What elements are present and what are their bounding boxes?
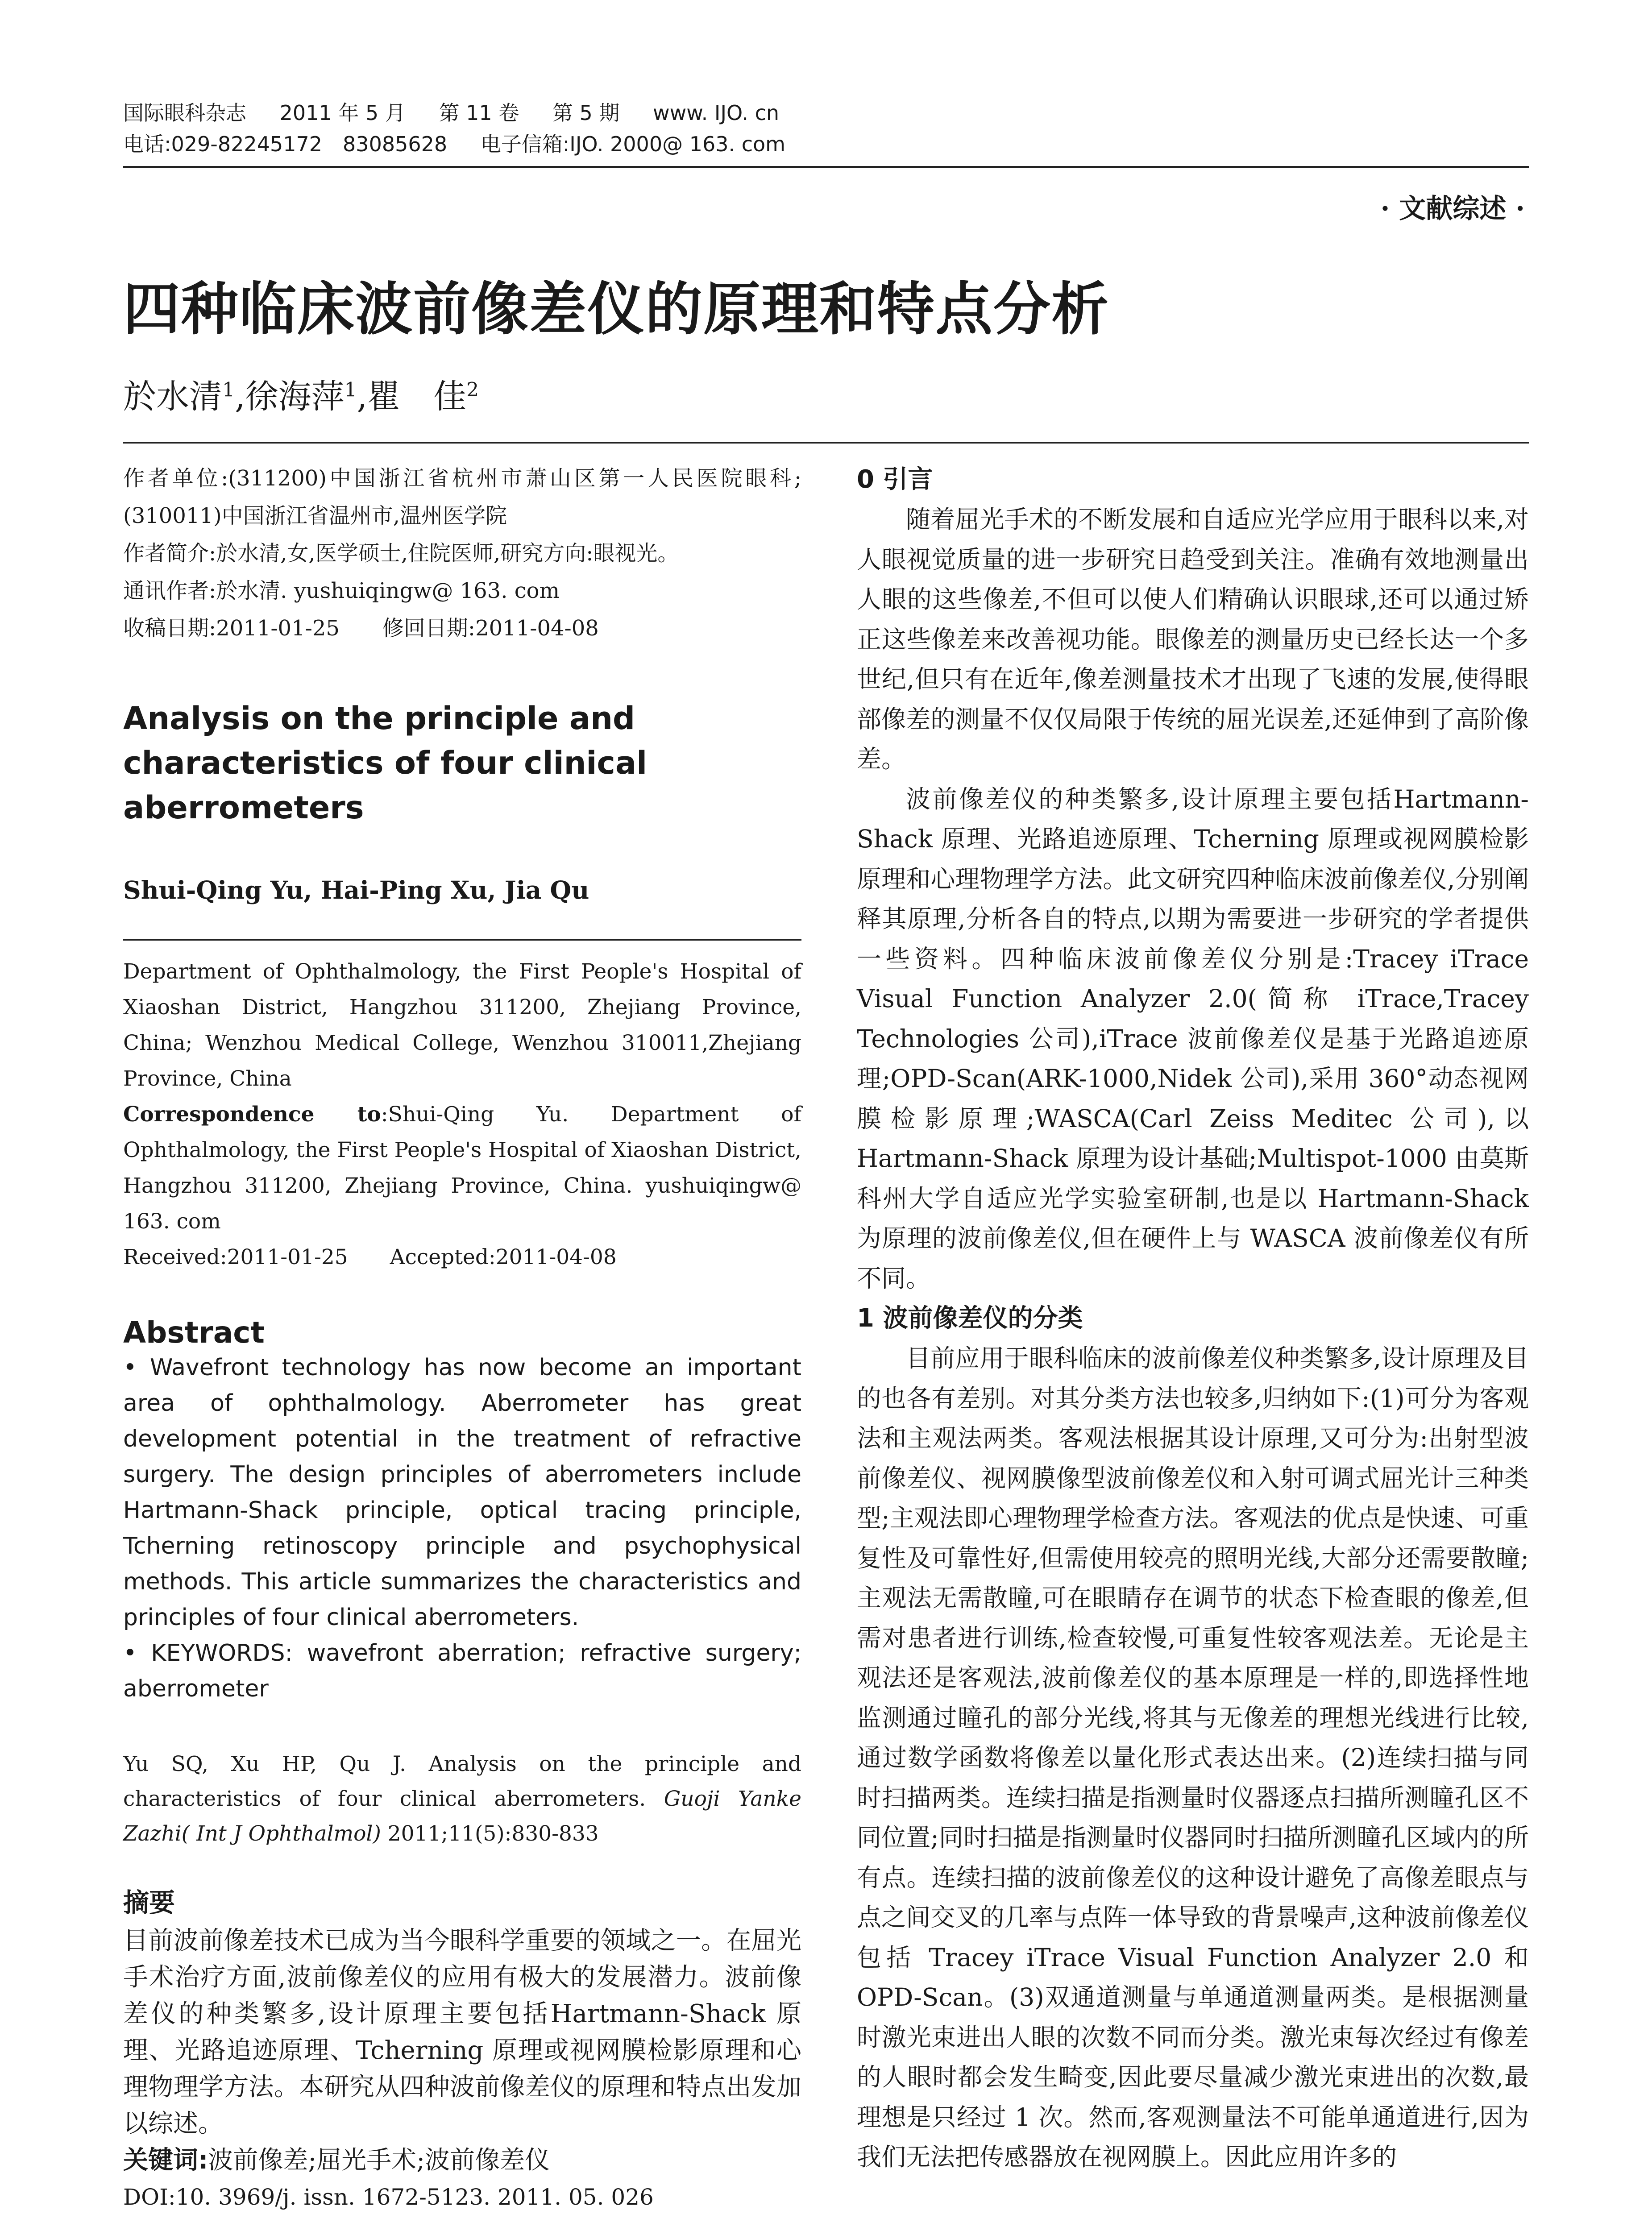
citation-text: Yu SQ, Xu HP, Qu J. Analysis on the principle and characteristics of four clinical aberrometers. [123,1752,801,1811]
correspondence-text: :Shui-Qing Yu. Department of Ophthalmology, the First People's Hospital of Xiaoshan District, Hangzhou 311200, Zhejiang Province, China. yushuiqingw@ 163. com [123,1102,802,1234]
section-1-paragraph-1: 目前应用于眼科临床的波前像差仪种类繁多,设计原理及目的也各有差别。对其分类方法也较多,归纳如下:(1)可分为客观法和主观法两类。客观法根据其设计原理,又可分为:出射型波前像差仪、视网膜像型波前像差仪和入射可调式屈光计三种类型;主观法即心理物理学检查方法。客观法的优点是快速、可重复性及可靠性好,但需使用较亮的照明光线,大部分还需要散瞳;主观法无需散瞳,可在眼睛存在调节的状态下检查眼的像差,但需对患者进行训练,检查较慢,可重复性较客观法差。无论是主观法还是客观法,波前像差仪的基本原理是一样的,即选择性地监测通过瞳孔的部分光线,将其与无像差的理想光线进行比较,通过数学函数将像差以量化形式表达出来。(2)连续扫描与同时扫描两类。连续扫描是指测量时仪器逐点扫描所测瞳孔区不同位置;同时扫描是指测量时仪器同时扫描所测瞳孔区域内的所有点。连续扫描的波前像差仪的这种设计避免了高像差眼点与点之间交叉的几率与点阵一体导致的背景噪声,这种波前像差仪包括 Tracey iTrace Visual Function Analyzer 2.0 和 OPD-Scan。(3)双通道测量与单通道测量两类。是根据测量时激光束进出人眼的次数不同而分类。激光束每次经过有像差的人眼时都会发生畸变,因此要尽量减少激光束进出的次数,最理想是只经过 1 次。然而,客观测量法不可能单通道进行,因为我们无法把传感器放在视网膜上。因此应用许多的 [857,1344,1529,2171]
abstract-keywords: • KEYWORDS: wavefront aberration; refractive surgery; aberrometer [123,1640,801,1702]
correspondence-label: Correspondence to [123,1102,381,1127]
section-0-paragraph-2: 波前像差仪的种类繁多,设计原理主要包括Hartmann-Shack 原理、光路追迹原理、Tcherning 原理或视网膜检影原理和心理物理学方法。此文研究四种临床波前像差仪,分别阐释其原理,分析各自的特点,以期为需要进一步研究的学者提供一些资料。四种临床波前像差仪分别是:Tracey iTrace Visual Function Analyzer 2.0(简称 iTrace,Tracey Technologies 公司),iTrace 波前像差仪是基于光路追迹原理;OPD-Scan(ARK-1000,Nidek 公司),采用 360°动态视网膜检影原理;WASCA(Carl Zeiss Meditec 公司),以 Hartmann-Shack 原理为设计基础;Multispot-1000 由莫斯科州大学自适应光学实验室研制,也是以 Hartmann-Shack 为原理的波前像差仪,但在硬件上与 WASCA 波前像差仪有所不同。 [857,784,1529,1293]
citation-journal: Guoji Yanke Zazhi( Int J Ophthalmol) [123,1787,801,1846]
email: 电子信箱:IJO. 2000@ 163. com [480,132,785,156]
issue: 第 5 期 [552,101,620,125]
header-divider [123,166,1529,168]
website-link[interactable]: www. IJO. cn [653,101,780,125]
volume: 第 11 卷 [439,101,519,125]
author-list [123,370,479,418]
chinese-abstract-heading: 摘要 [123,1887,175,1918]
citation-end: 2011;11(5):830-833 [387,1821,599,1846]
english-correspondence [123,1097,801,1240]
right-column [857,460,1529,2177]
left-column [123,460,801,2231]
english-dates: Received:2011-01-25 Accepted:2011-04-08 [123,1245,617,1269]
english-affiliation: Department of Ophthalmology, the First People's Hospital of Xiaoshan District, Hangzhou 311200, Zhejiang Province, China; Wenzhou Medical College, Wenzhou 310011,Zhejiang Province, China [123,959,801,1091]
english-citation [123,1747,801,1851]
section-0-heading: 0 引言 [857,465,933,494]
author-affiliation-mark: 1 [344,378,357,402]
author-name: 徐海萍 [245,377,345,416]
title-divider [123,442,1529,444]
english-authors: Shui-Qing Yu, Hai-Ping Xu, Jia Qu [123,875,589,904]
corresponding-author: 通讯作者:於水清. yushuiqingw@ 163. com [123,578,560,603]
issue-date: 2011 年 5 月 [279,101,406,125]
author-name: 瞿 佳 [367,377,467,416]
author-name: 於水清 [123,377,222,416]
author-separator: , [235,377,245,416]
section-0-paragraph-1: 随着屈光手术的不断发展和自适应光学应用于眼科以来,对人眼视觉质量的进一步研究日趋受到关注。准确有效地测量出人眼的这些像差,不但可以使人们精确认识眼球,还可以通过矫正这些像差来改善视功能。眼像差的测量历史已经长达一个多世纪,但只有在近年,像差测量技术才出现了飞速的发展,使得眼部像差的测量不仅仅局限于传统的屈光误差,还延伸到了高阶像差。 [857,505,1529,773]
keywords-label: 关键词: [123,2146,208,2175]
received-dates: 收稿日期:2011-01-25 修回日期:2011-04-08 [123,616,599,641]
abstract-heading: Abstract [123,1315,265,1350]
journal-name: 国际眼科杂志 [123,101,246,125]
article-title: 四种临床波前像差仪的原理和特点分析 [123,276,1110,343]
author-unit: 作者单位:(311200)中国浙江省杭州市萧山区第一人民医院眼科;(310011)中国浙江省温州市,温州医学院 [123,466,801,528]
author-separator: , [357,377,368,416]
chinese-abstract-text: 目前波前像差技术已成为当今眼科学重要的领域之一。在屈光手术治疗方面,波前像差仪的应用有极大的发展潜力。波前像差仪的种类繁多,设计原理主要包括Hartmann-Shack 原理、光路追迹原理、Tcherning 原理或视网膜检影原理和心理物理学方法。本研究从四种波前像差仪的原理和特点出发加以综述。 [123,1926,801,2138]
chinese-keywords [123,2142,801,2179]
author-affiliation-mark: 1 [222,378,235,402]
author-affiliation-mark: 2 [466,378,479,402]
abstract-text: • Wavefront technology has now become an important area of ophthalmology. Aberrometer has great development potential in the treatment of refractive surgery. The design principles of aberrometers include Hartmann-Shack principle, optical tracing principle, Tcherning retinoscopy principle and psychophysical methods. This article summarizes the characteristics and principles of four clinical aberrometers. [123,1354,801,1631]
phone: 电话:029-82245172 83085628 [123,132,448,156]
doi: DOI:10. 3969/j. issn. 1672-5123. 2011. 05. 026 [123,2184,654,2210]
english-divider [123,939,801,941]
english-title: Analysis on the principle and characteristics of four clinical aberrometers [123,700,648,826]
running-header [123,97,1529,160]
keywords-text: 波前像差;屈光手术;波前像差仪 [208,2146,550,2175]
section-1-heading: 1 波前像差仪的分类 [857,1304,1083,1333]
section-type: · 文献综述 · [1380,193,1525,224]
author-intro: 作者简介:於水清,女,医学硕士,住院医师,研究方向:眼视光。 [123,541,679,566]
